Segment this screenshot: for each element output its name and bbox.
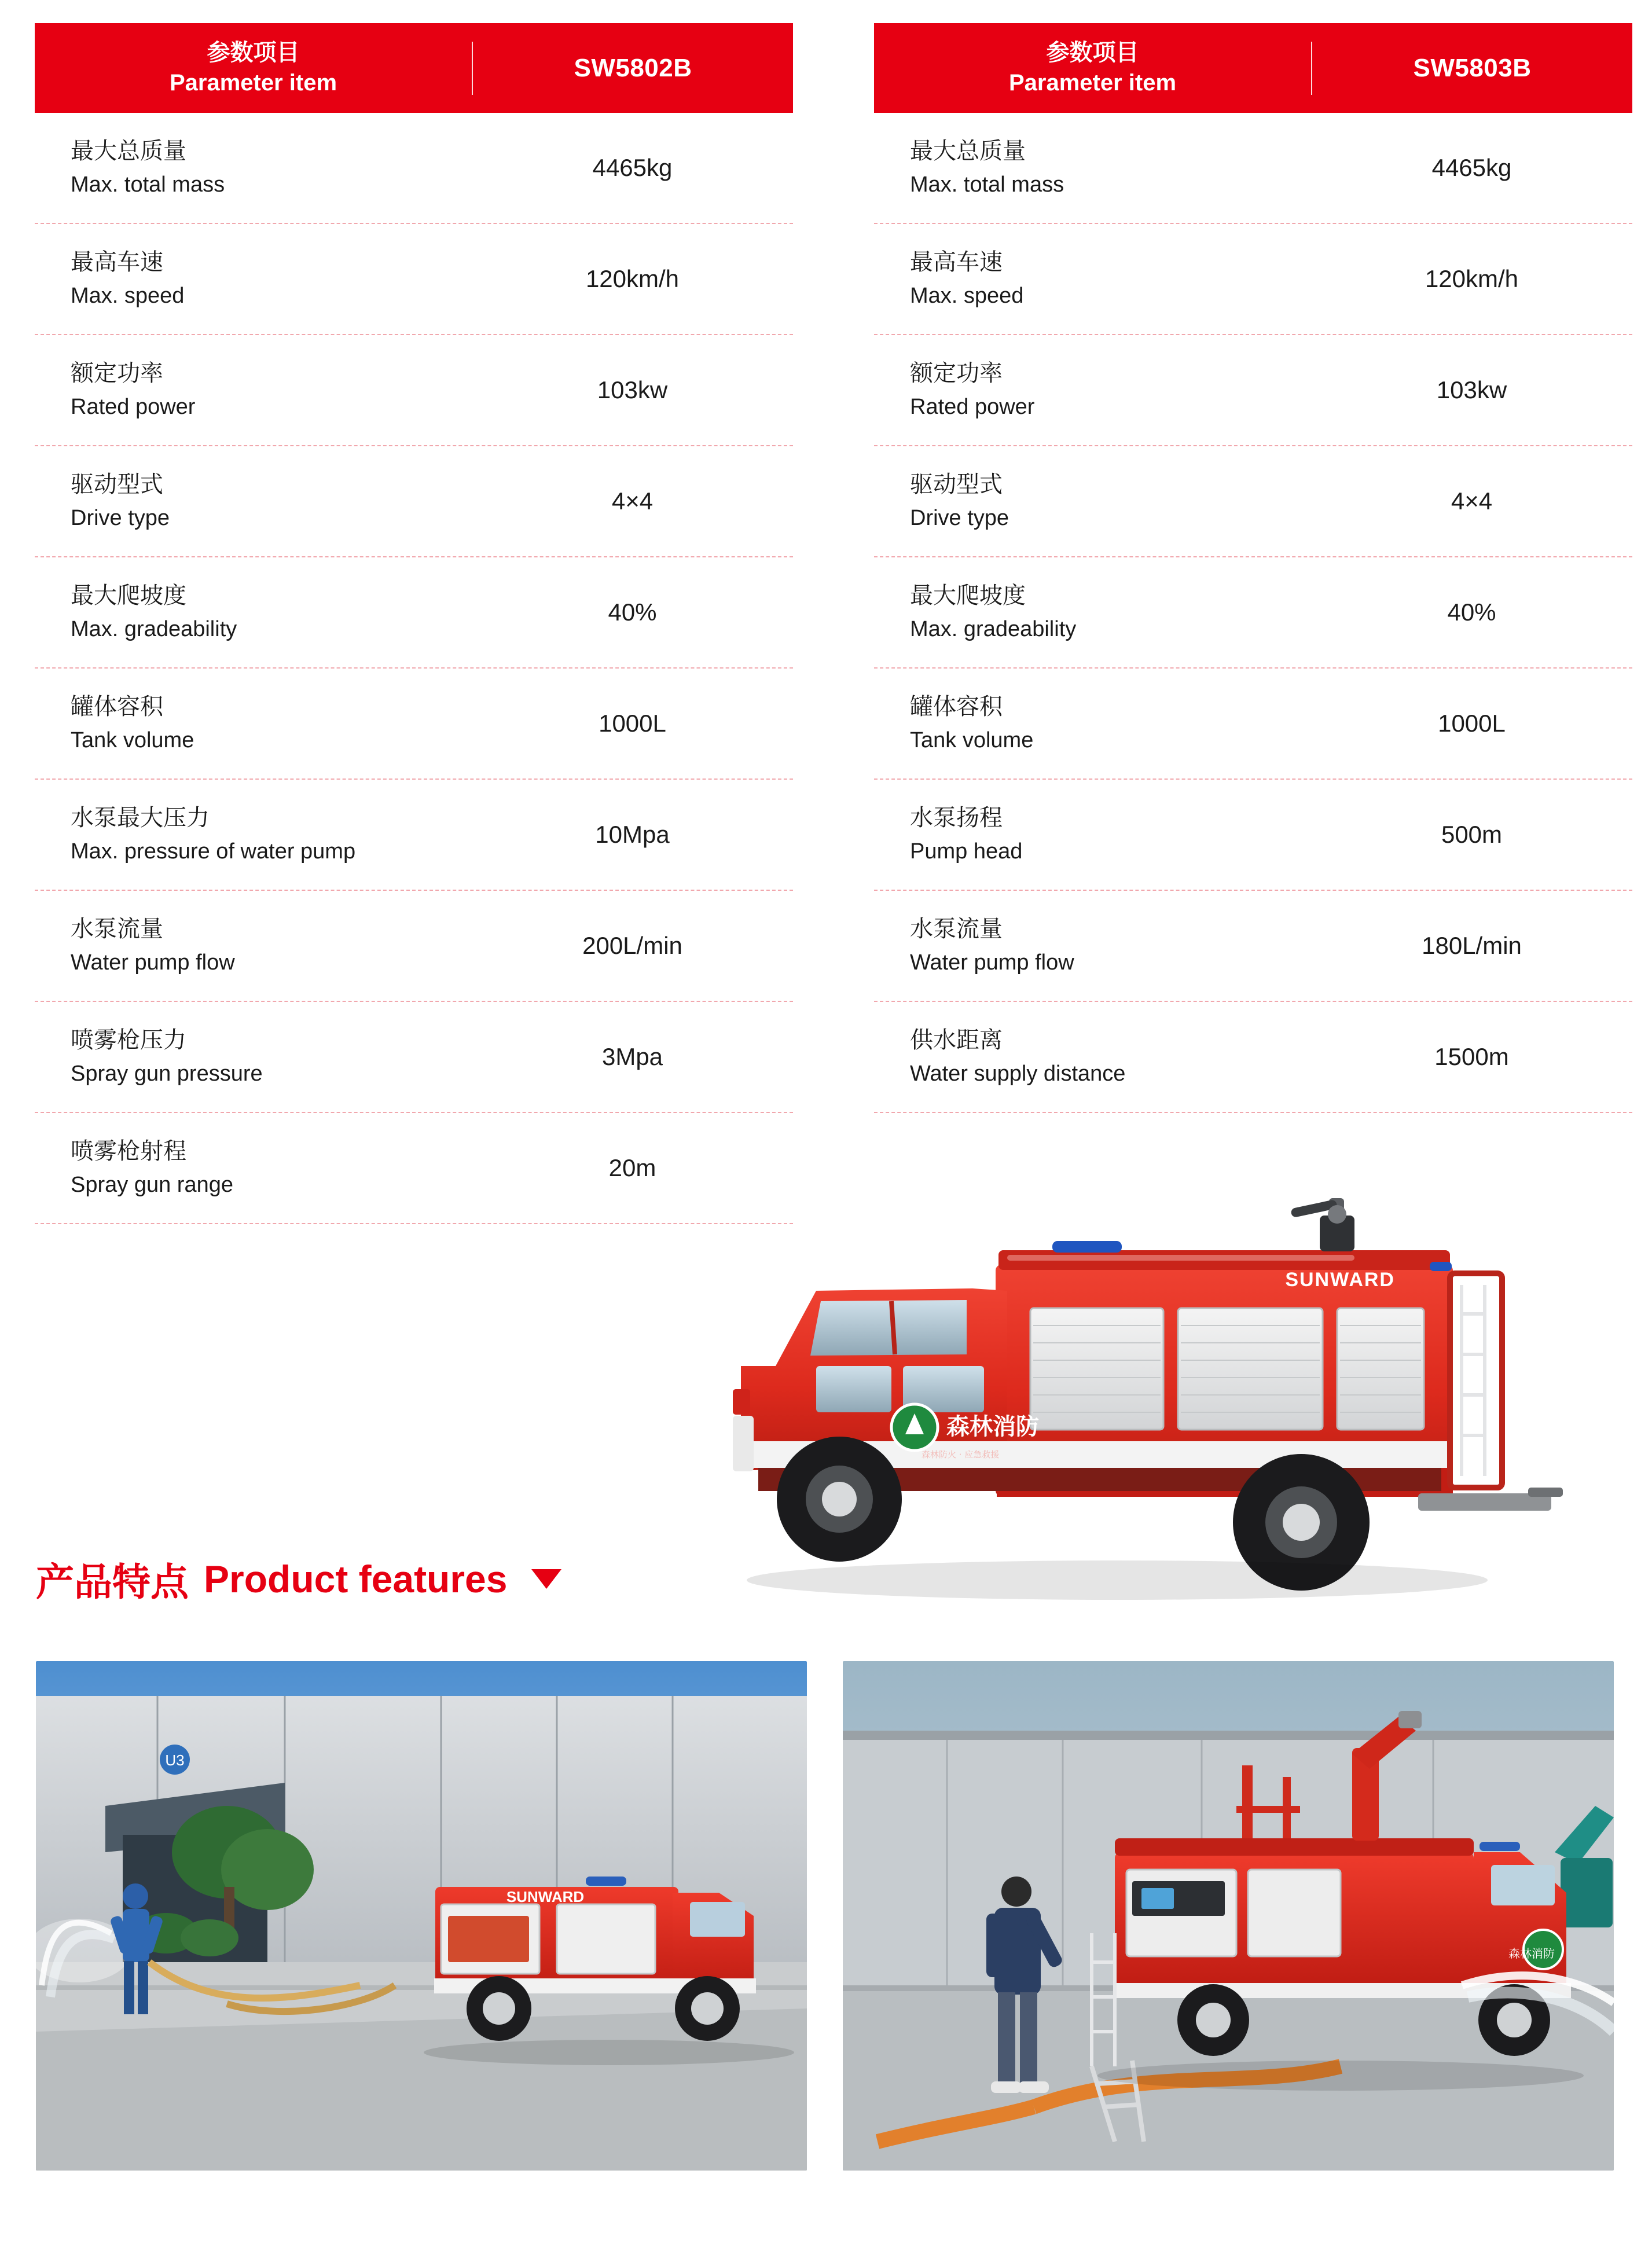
table-row: [874, 557, 1632, 669]
spec-table-sw5803b: [874, 23, 1632, 1113]
row-label-en: Drive type: [910, 506, 1009, 531]
door-emblem: [891, 1404, 938, 1451]
row-value: 40%: [1447, 598, 1496, 626]
row-label: [874, 1025, 1311, 1089]
row-label-en: Max. speed: [71, 284, 185, 309]
row-label-cn: 喷雾枪压力: [71, 1027, 186, 1053]
row-label-en: Water pump flow: [910, 950, 1074, 975]
row-label-cn: 水泵最大压力: [71, 805, 210, 831]
table-row: [35, 335, 793, 446]
svg-text:SUNWARD: SUNWARD: [506, 1888, 585, 1905]
row-label-en: Max. total mass: [71, 172, 225, 197]
row-value: 103kw: [597, 376, 668, 403]
table-row: [874, 780, 1632, 891]
row-label-cn: 最大爬坡度: [71, 582, 186, 608]
spec-header-model: SW5802B: [574, 53, 692, 82]
spec-header-parameter-item-en: Parameter item: [1008, 69, 1177, 96]
spec-header-parameter-item: [35, 38, 472, 97]
features-title-cn: 产品特点: [36, 1560, 189, 1603]
table-row: [874, 669, 1632, 780]
row-label-en: Tank volume: [71, 728, 194, 753]
table-row: [35, 557, 793, 669]
row-label-cn: 最大爬坡度: [910, 582, 1026, 608]
row-value: 103kw: [1436, 376, 1507, 403]
row-value: 4×4: [1451, 487, 1493, 515]
row-label: [35, 803, 472, 867]
row-label: [35, 1025, 472, 1089]
row-label-cn: 供水距离: [910, 1027, 1003, 1053]
row-label-cn: 水泵流量: [71, 916, 163, 942]
row-label-en: Tank volume: [910, 728, 1034, 753]
svg-text:森林消防: 森林消防: [946, 1413, 1039, 1440]
table-row: [35, 669, 793, 780]
table-row: [35, 891, 793, 1002]
row-label-cn: 水泵扬程: [910, 805, 1003, 831]
row-label: [35, 692, 472, 756]
row-label: [874, 469, 1311, 534]
row-label-cn: 最大总质量: [71, 138, 186, 164]
table-row: [874, 224, 1632, 335]
row-label-cn: 驱动型式: [71, 471, 163, 497]
row-label-cn: 额定功率: [910, 360, 1003, 386]
row-label: [874, 136, 1311, 200]
water-cannon: [1290, 1198, 1354, 1251]
svg-text:森林防火 · 应急救援: 森林防火 · 应急救援: [922, 1449, 1000, 1460]
svg-text:森林消防: 森林消防: [1508, 1947, 1555, 1960]
table-row: [35, 224, 793, 335]
spec-table-sw5802b: [35, 23, 793, 1224]
chevron-down-icon: [531, 1569, 561, 1589]
row-label-en: Rated power: [910, 395, 1035, 420]
row-value: 4465kg: [1431, 154, 1512, 181]
row-label-cn: 最高车速: [910, 249, 1003, 275]
table-row: [35, 446, 793, 557]
row-value: 500m: [1441, 821, 1503, 848]
row-label-cn: 最高车速: [71, 249, 163, 275]
row-label: [874, 914, 1311, 978]
row-label-en: Max. pressure of water pump: [71, 839, 356, 864]
table-row: [35, 113, 793, 224]
row-label-cn: 罐体容积: [71, 693, 163, 719]
row-label-en: Max. speed: [910, 284, 1024, 309]
table-row: [35, 1002, 793, 1113]
row-value: 1000L: [599, 710, 666, 737]
row-label: [35, 914, 472, 978]
row-label-cn: 额定功率: [71, 360, 163, 386]
row-label-cn: 喷雾枪射程: [71, 1138, 186, 1164]
row-label: [35, 358, 472, 423]
spec-table-header: [35, 23, 793, 113]
row-label-en: Max. gradeability: [910, 617, 1077, 642]
row-label-cn: 最大总质量: [910, 138, 1026, 164]
wheel-front: [777, 1437, 902, 1562]
svg-text:U3: U3: [165, 1751, 185, 1769]
features-title-en: Product features: [204, 1557, 508, 1600]
row-label: [874, 581, 1311, 645]
table-row: [874, 1002, 1632, 1113]
row-label-en: Drive type: [71, 506, 170, 531]
table-row: [874, 891, 1632, 1002]
spec-header-model: SW5803B: [1413, 53, 1532, 82]
row-label-en: Pump head: [910, 839, 1023, 864]
row-label: [874, 803, 1311, 867]
spec-table-header: [874, 23, 1632, 113]
row-value: 200L/min: [582, 932, 682, 959]
table-row: [35, 780, 793, 891]
hero-truck-image: [567, 1117, 1627, 1655]
row-label-cn: 水泵流量: [910, 916, 1003, 942]
row-label: [874, 692, 1311, 756]
row-label-en: Max. total mass: [910, 172, 1064, 197]
spec-tables: [35, 23, 1617, 1224]
row-label-en: Max. gradeability: [71, 617, 237, 642]
row-value: 120km/h: [1425, 265, 1519, 292]
row-value: 3Mpa: [601, 1043, 663, 1070]
row-label-en: Spray gun range: [71, 1173, 233, 1198]
row-label-en: Spray gun pressure: [71, 1062, 263, 1086]
row-label-cn: 驱动型式: [910, 471, 1003, 497]
row-label-en: Water supply distance: [910, 1062, 1126, 1086]
table-row: [874, 113, 1632, 224]
row-label-en: Water pump flow: [71, 950, 235, 975]
row-label: [35, 247, 472, 311]
spec-header-parameter-item: [874, 38, 1311, 97]
row-value: 4465kg: [592, 154, 673, 181]
row-label: [35, 1136, 472, 1200]
row-value: 1500m: [1434, 1043, 1509, 1070]
feature-photo-1: [36, 1661, 807, 2171]
product-features-heading: [36, 1551, 561, 1606]
feature-photo-2: [843, 1661, 1614, 2171]
spec-header-parameter-item-cn: 参数项目: [207, 40, 300, 66]
row-value: 120km/h: [585, 265, 680, 292]
row-value: 20m: [608, 1154, 656, 1181]
row-value: 40%: [608, 598, 657, 626]
row-label: [874, 247, 1311, 311]
table-row: [874, 446, 1632, 557]
spec-header-parameter-item-cn: 参数项目: [1046, 40, 1139, 66]
table-row: [874, 335, 1632, 446]
row-label: [35, 469, 472, 534]
row-value: 1000L: [1438, 710, 1506, 737]
row-label-en: Rated power: [71, 395, 196, 420]
row-label: [874, 358, 1311, 423]
row-label: [35, 136, 472, 200]
row-value: 4×4: [611, 487, 654, 515]
row-label-cn: 罐体容积: [910, 693, 1003, 719]
row-value: 10Mpa: [595, 821, 670, 848]
spec-header-parameter-item-en: Parameter item: [169, 69, 337, 96]
svg-text:SUNWARD: SUNWARD: [1285, 1269, 1395, 1291]
row-value: 180L/min: [1422, 932, 1522, 959]
row-label: [35, 581, 472, 645]
feature-photos: [36, 1661, 1614, 2171]
